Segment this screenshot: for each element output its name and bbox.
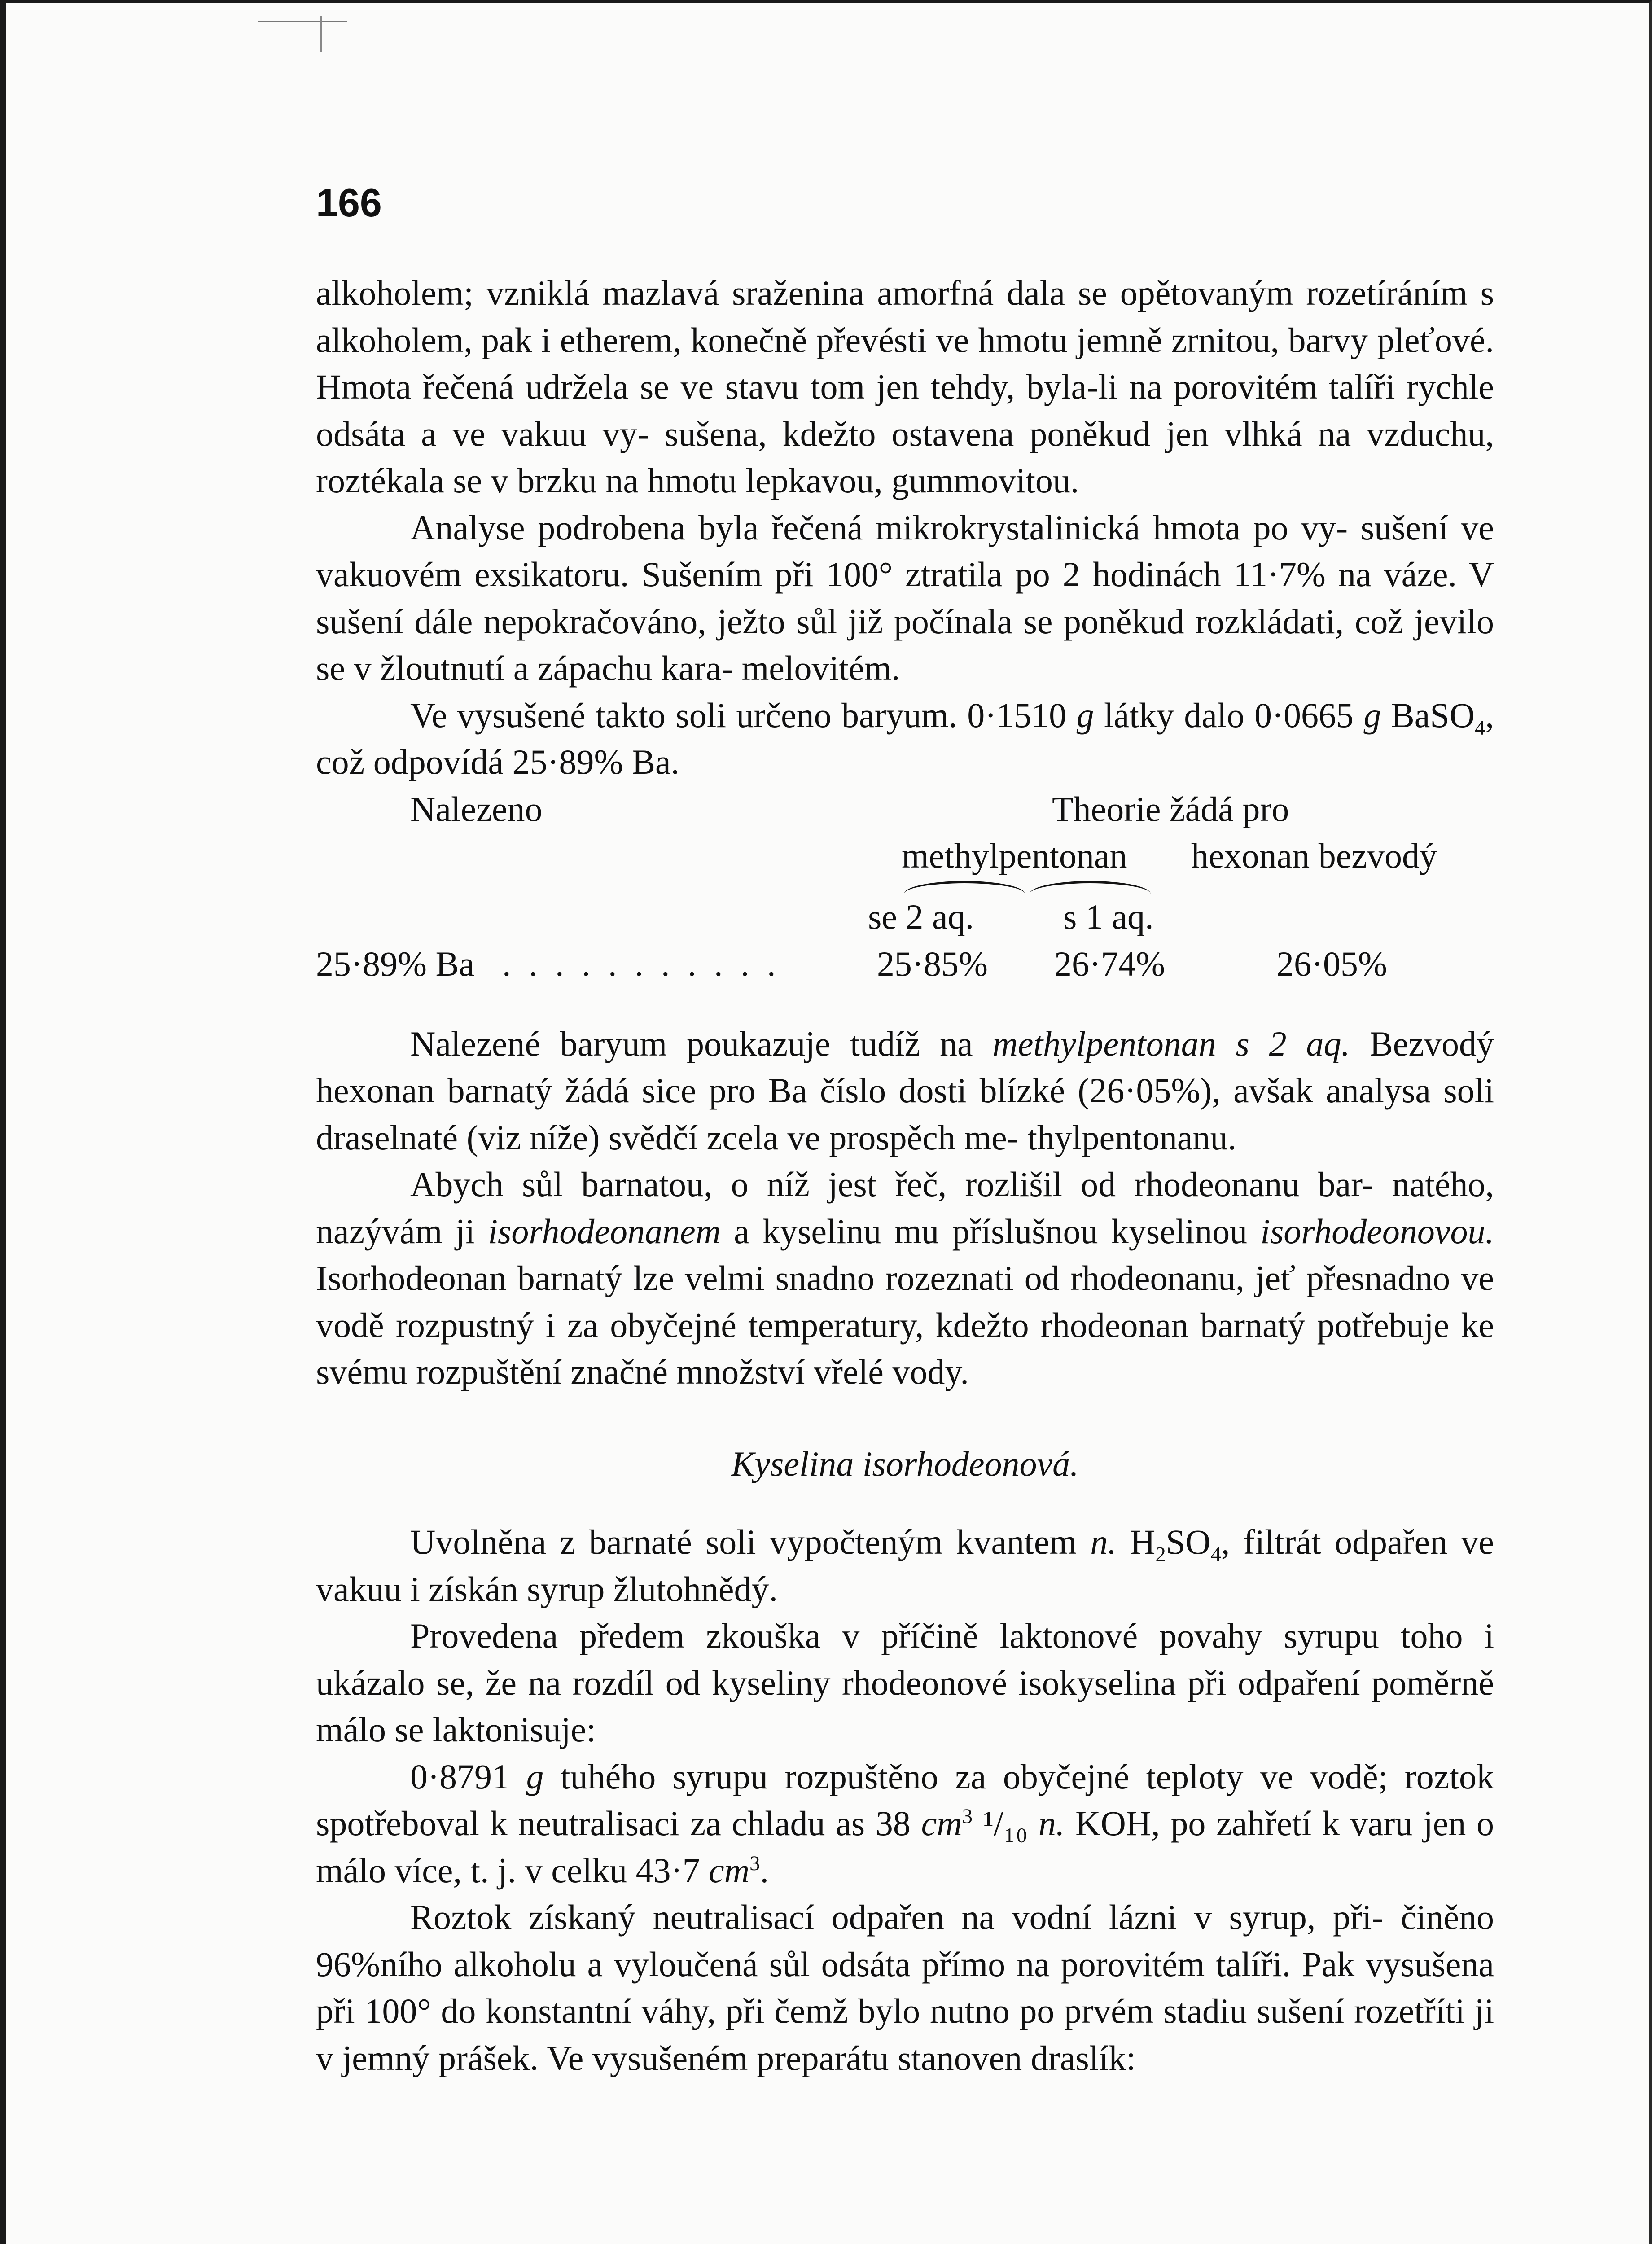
paragraph: Provedena předem zkouška v příčině laktonové povahy syrupu toho i ukázalo se, že na rozdíl od kyseliny rhodeonové isokyselina při odpaření poměrně málo se laktonisuje: xyxy=(316,1616,1494,1749)
table-col-methylpentonan: methylpentonan xyxy=(902,836,1127,875)
body-text xyxy=(316,270,1494,2082)
text-line: v brzku na hmotu lepkavou, gummovitou. xyxy=(491,461,1079,500)
table-found-value: 25·89% Ba xyxy=(316,944,475,983)
leader-dots: . . . . . . . . . . . xyxy=(502,944,780,983)
table-col-hexonan: hexonan bezvodý xyxy=(1191,836,1437,875)
table-value-2: 26·74% xyxy=(1054,944,1165,983)
table-sub-2aq: se 2 aq. xyxy=(868,897,974,936)
text-line: jemně zrnitou, barvy pleťové. Hmota řečená udržela se ve stavu tom xyxy=(316,320,1494,406)
paragraph: Nalezené baryum poukazuje tudíž na methylpentonan s 2 aq. Bezvodý hexonan barnatý žádá sice pro Ba číslo dosti blízké (26·05%), avšak analysa soli draselnaté (viz níže) svědčí zcela ve prospěch me- thylpentonanu. xyxy=(316,1024,1494,1157)
section-heading: Kyselina isorhodeonová. xyxy=(731,1444,1079,1483)
table-header-found: Nalezeno xyxy=(410,789,543,828)
table-value-3: 26·05% xyxy=(1276,944,1387,983)
paragraph: Ve vysušené takto soli určeno baryum. 0·1510 g látky dalo 0·0665 g BaSO$_4$, což odpovídá 25·89% Ba. xyxy=(316,695,1494,781)
text-line: jen tehdy, byla-li na porovitém talíři rychle odsáta a ve vakuu vy- xyxy=(316,367,1494,453)
brace-icon xyxy=(1030,881,1151,894)
table-header-theory: Theorie žádá pro xyxy=(1052,789,1289,828)
text-line: alkoholem; vzniklá mazlavá sraženina amorfná dala se opětovaným xyxy=(316,273,1293,312)
scan-mark xyxy=(320,16,322,52)
paragraph: 0·8791 g tuhého syrupu rozpuštěno za obyčejné teploty ve vodě; roztok spotřeboval k neutralisaci za chladu as 38 $cm^3$ ¹/₁₀ n. KOH, po zahřetí k varu jen o málo více, t. j. v celku 43·7 $cm^3$. xyxy=(316,1757,1494,1890)
brace-icon xyxy=(904,881,1025,894)
text-line: rozetíráním s alkoholem, pak i etherem, konečně převésti ve hmotu xyxy=(316,273,1494,359)
table-sub-1aq: s 1 aq. xyxy=(1063,897,1154,936)
paragraph xyxy=(316,270,1494,504)
results-table xyxy=(316,786,1494,1021)
paragraph: Roztok získaný neutralisací odpařen na vodní lázni v syrup, při- činěno 96%ního alkoholu a vyloučená sůl odsáta přímo na porovitém talíři. Pak vysušena při 100° do konstantní váhy, při čemž bylo nutno po prvém stadiu sušení rozetříti ji v jemný prášek. Ve vysušeném preparátu stanoven draslík: xyxy=(316,1898,1494,2077)
paragraph: Uvolněna z barnaté soli vypočteným kvantem n. $H_2SO_4$, filtrát odpařen ve vakuu i získán syrup žlutohnědý. xyxy=(316,1522,1494,1608)
text-line: sušena, kdežto ostavena poněkud jen vlhká na vzduchu, roztékala se xyxy=(316,414,1494,500)
scan-mark xyxy=(258,21,347,26)
table-value-1: 25·85% xyxy=(877,944,988,983)
page-number: 166 xyxy=(316,180,382,225)
paragraph: Analyse podrobena byla řečená mikrokrystalinická hmota po vy- sušení ve vakuovém exsikatoru. Sušením při 100° ztratila po 2 hodinách 11·7% na váze. V sušení dále nepokračováno, ježto sůl již počínala se poněkud rozkládati, což jevilo se v žloutnutí a zápachu kara- melovitém. xyxy=(316,508,1494,688)
paragraph: Abych sůl barnatou, o níž jest řeč, rozlišil od rhodeonanu bar- natého, nazývám ji isorhodeonanem a kyselinu mu příslušnou kyselinou isorhodeonovou. Isorhodeonan barnatý lze velmi snadno rozeznati od rhodeonanu, jeť přesnadno ve vodě rozpustný i za obyčejné temperatury, kdežto rhodeonan barnatý potřebuje ke svému rozpuštění značné množství vřelé vody. xyxy=(316,1165,1494,1391)
